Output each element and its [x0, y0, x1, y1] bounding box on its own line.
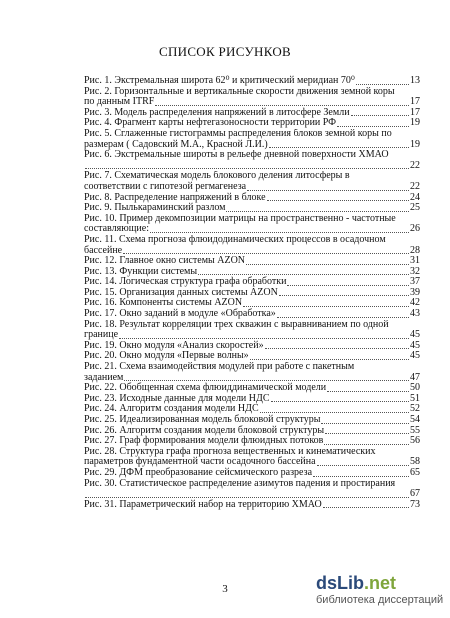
figure-entry-text: бассейне: [84, 244, 123, 256]
figure-entry[interactable]: [84, 150, 420, 171]
figure-entry-text: Рис. 13. Функции системы: [84, 265, 198, 277]
figure-entry-text: Рис. 18. Результат корреляции трех скважин с выравниванием по одной: [84, 319, 389, 330]
figure-entry-text: Рис. 11. Схема прогноза флюидодинамических процессов в осадочном: [84, 234, 386, 245]
dot-leader: [85, 497, 409, 498]
figure-page-number: 55: [410, 424, 420, 436]
dot-leader: [337, 126, 409, 127]
figure-entry-text: Рис. 15. Организация данных системы AZON: [84, 286, 278, 298]
dot-leader: [321, 423, 409, 424]
figure-entry-text: размерам ( Садовский М.А., Красной Л.И.): [84, 138, 268, 150]
figure-entry-text: Рис. 28. Структура графа прогноза вещественных и кинематических: [84, 446, 376, 457]
dot-leader: [155, 105, 409, 106]
dot-leader: [324, 444, 409, 445]
page-number: 3: [222, 583, 228, 595]
figure-entry[interactable]: [84, 118, 420, 129]
watermark-name-main: dsLib: [316, 573, 364, 593]
figure-entry-text: Рис. 17. Окно заданий в модуле «Обработка»: [84, 308, 276, 320]
dot-leader: [351, 115, 409, 116]
figure-entry-text: Рис. 2. Горизонтальные и вертикальные скорости движения земной коры: [84, 86, 395, 97]
figure-page-number: 32: [410, 265, 420, 277]
figure-entry[interactable]: [84, 235, 420, 256]
figure-entry-text: по данным ITRF: [84, 96, 155, 108]
figure-page-number: 56: [410, 435, 420, 447]
figure-entry-text: Рис. 31. Параметрический набор на территорию ХМАО: [84, 498, 322, 510]
figure-entry-text: Рис. 3. Модель распределения напряжений в литосфере Земли: [84, 106, 350, 118]
dot-leader: [265, 348, 409, 349]
watermark-name: [316, 572, 446, 594]
figure-entry-text: Рис. 12. Главное окно системы AZON: [84, 255, 246, 267]
figure-entry[interactable]: [84, 351, 420, 362]
dot-leader: [277, 317, 409, 318]
dot-leader: [85, 168, 409, 169]
figure-entry[interactable]: [84, 214, 420, 235]
figure-page-number: 37: [410, 276, 420, 288]
figure-page-number: 13: [410, 75, 420, 86]
figure-page-number: 19: [410, 138, 420, 150]
figure-entry-text: Рис. 16. Компоненты системы AZON: [84, 297, 243, 309]
figure-page-number: 42: [410, 297, 420, 309]
figure-page-number: 50: [410, 382, 420, 394]
figure-entry[interactable]: [84, 436, 420, 447]
figure-entry[interactable]: [84, 415, 420, 426]
figure-page-number: 24: [410, 191, 420, 203]
figure-page-number: 17: [410, 96, 420, 108]
figure-entry[interactable]: [84, 362, 420, 383]
figure-page-number: 43: [410, 308, 420, 320]
figure-page-number: 19: [410, 117, 420, 129]
figure-list: [84, 76, 420, 510]
dot-leader: [279, 295, 409, 296]
figure-page-number: 17: [410, 106, 420, 118]
dot-leader: [356, 84, 409, 85]
figure-entry-text: границе: [84, 329, 119, 341]
figure-page-number: 51: [410, 392, 420, 404]
dot-leader: [246, 264, 409, 265]
figure-entry-text: Рис. 10. Пример декомпозиции матрицы на пространственно - частотные: [84, 213, 396, 224]
figure-page-number: 22: [410, 180, 420, 192]
figure-entry-text: соответствии с гипотезой регмагенеза: [84, 180, 247, 192]
figure-entry-text: Рис. 26. Алгоритм создания модели блоковой структуры: [84, 424, 325, 436]
figure-entry-text: Рис. 23. Исходные данные для модели НДС: [84, 392, 270, 404]
figure-entry-text: Рис. 7. Схематическая модель блокового деления литосферы в: [84, 171, 350, 182]
figure-page-number: 28: [410, 244, 420, 256]
figure-entry-text: Рис. 27. Граф формирования модели флюидных потоков: [84, 435, 324, 447]
figure-entry[interactable]: [84, 129, 420, 150]
figure-page-number: 25: [410, 202, 420, 214]
dot-leader: [260, 412, 409, 413]
figure-entry-text: Рис. 14. Логическая структура графа обработки: [84, 276, 287, 288]
figure-entry-text: составляющие:: [84, 223, 149, 235]
figure-entry-text: Рис. 22. Обобщенная схема флюиддинамической модели: [84, 382, 327, 394]
dot-leader: [267, 200, 409, 201]
figure-page-number: 67: [410, 488, 420, 500]
figure-entry[interactable]: [84, 203, 420, 214]
figure-entry-text: Рис. 8. Распределение напряжений в блоке: [84, 191, 266, 203]
figure-entry-text: Рис. 20. Окно модуля «Первые волны»: [84, 350, 249, 362]
dot-leader: [327, 391, 409, 392]
figure-entry[interactable]: [84, 320, 420, 341]
figure-entry[interactable]: [84, 309, 420, 320]
figure-entry-text: Рис. 4. Фрагмент карты нефтегазоносности территории РФ: [84, 117, 337, 129]
figure-page-number: 45: [410, 329, 420, 341]
figure-entry[interactable]: [84, 171, 420, 192]
figure-page-number: 47: [410, 371, 420, 383]
figure-page-number: 22: [410, 159, 420, 171]
dot-leader: [271, 401, 410, 402]
figure-entry-text: Рис. 29. ДФМ преобразование сейсмического разреза: [84, 466, 313, 478]
figure-entry-text: заданием: [84, 371, 124, 383]
dot-leader: [269, 147, 409, 148]
figure-entry-text: Рис. 1. Экстремальная широта 62⁰ и критический меридиан 70⁰: [84, 75, 355, 86]
dot-leader: [226, 211, 409, 212]
figure-page-number: 73: [410, 498, 420, 510]
figure-page-number: 45: [410, 339, 420, 351]
page-title: СПИСОК РИСУНКОВ: [158, 44, 292, 59]
figure-entry[interactable]: [84, 76, 420, 87]
figure-entry-text: Рис. 24. Алгоритм создания модели НДС: [84, 403, 259, 415]
dot-leader: [123, 253, 409, 254]
figure-page-number: 39: [410, 286, 420, 298]
figure-entry-text: Рис. 5. Сглаженные гистограммы распределения блоков земной коры по: [84, 128, 392, 139]
figure-page-number: 54: [410, 414, 420, 425]
figure-page-number: 26: [410, 223, 420, 235]
figure-page-number: 31: [410, 255, 420, 267]
figure-entry[interactable]: [84, 500, 420, 511]
dot-leader: [250, 359, 409, 360]
dot-leader: [313, 476, 409, 477]
figure-entry[interactable]: [84, 447, 420, 468]
dot-leader: [124, 380, 409, 381]
dot-leader: [325, 433, 409, 434]
dot-leader: [150, 232, 409, 233]
figure-entry-text: Рис. 6. Экстремальные широты в рельефе дневной поверхности ХМАО: [84, 150, 389, 161]
figure-entry[interactable]: [84, 479, 420, 500]
figure-entry-text: Рис. 21. Схема взаимодействия модулей при работе с пакетным: [84, 362, 355, 373]
watermark-subtitle: библиотека диссертаций: [316, 594, 444, 606]
figure-entry[interactable]: [84, 87, 420, 108]
figure-entry-text: Рис. 30. Статистическое распределение азимутов падения и простирания: [84, 478, 396, 489]
figure-entry-text: Рис. 25. Идеализированная модель блоковой структуры: [84, 414, 321, 425]
figure-entry-text: параметров фундаментной части осадочного бассейна: [84, 456, 316, 468]
figure-page-number: 45: [410, 350, 420, 362]
figure-page-number: 65: [410, 466, 420, 478]
watermark-name-tld: .net: [364, 573, 397, 593]
dot-leader: [317, 465, 409, 466]
dot-leader: [243, 306, 409, 307]
dot-leader: [119, 338, 409, 339]
dot-leader: [323, 507, 409, 508]
figure-entry-text: Рис. 9. Пылькараминский разлом: [84, 202, 226, 214]
dot-leader: [287, 285, 409, 286]
dot-leader: [247, 190, 409, 191]
watermark-logo[interactable]: [316, 572, 446, 614]
figure-page-number: 58: [410, 456, 420, 468]
dot-leader: [198, 274, 409, 275]
figure-entry-text: Рис. 19. Окно модуля «Анализ скоростей»: [84, 339, 264, 351]
figure-entry[interactable]: [84, 468, 420, 479]
figure-page-number: 52: [410, 403, 420, 415]
